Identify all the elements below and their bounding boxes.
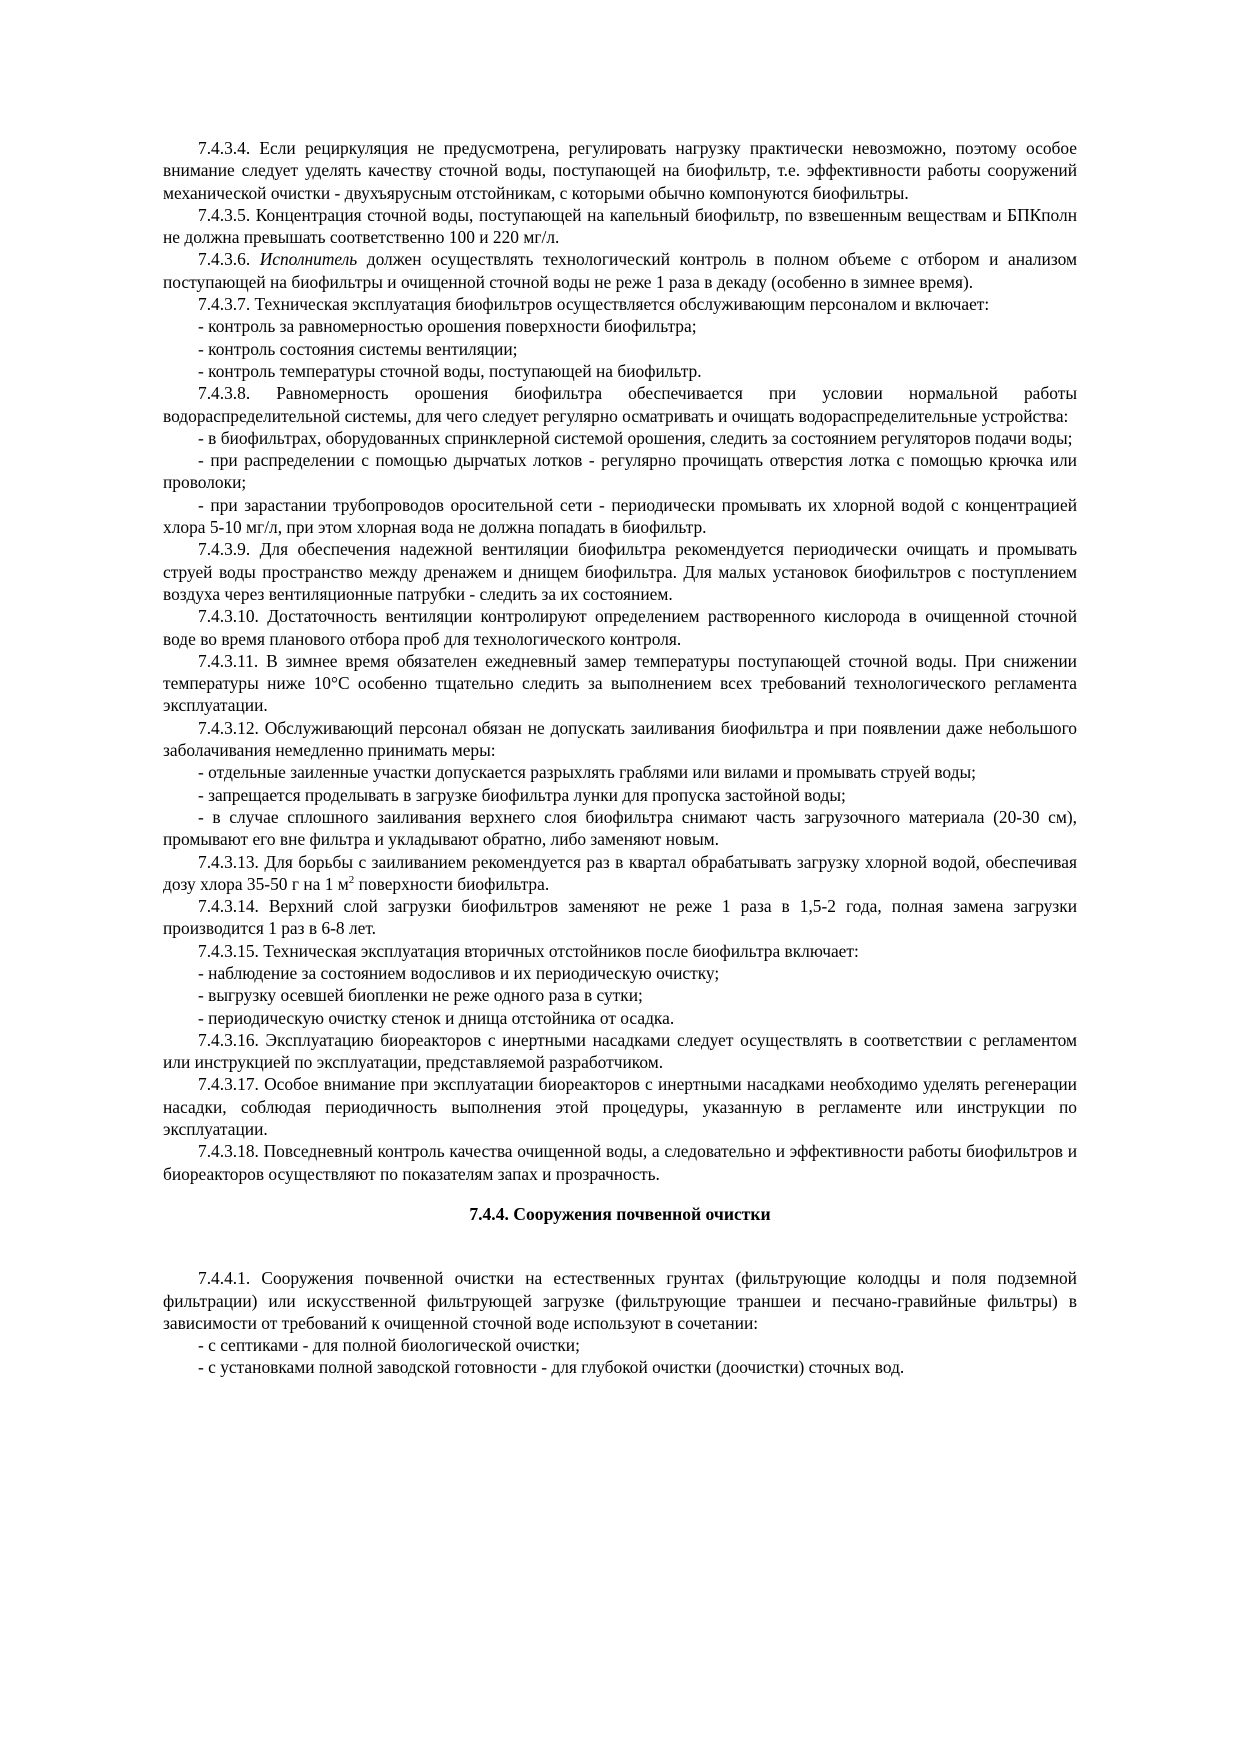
- paragraph-text: 7.4.3.4. Если рециркуляция не предусмотрена, регулировать нагрузку практически невозможно, поэтому особое внимание следует уделять качеству сточной воды, поступающей на биофильтр, т.е. эффективности работы сооружений механической очистки - двухъярусным отстойникам, с которыми обычно компонуются биофильтры.: [163, 138, 1077, 203]
- paragraph: [163, 538, 1077, 605]
- paragraph: [163, 382, 1077, 427]
- paragraph: [163, 494, 1077, 539]
- paragraph-text: - в биофильтрах, оборудованных спринклерной системой орошения, следить за состоянием регуляторов подачи воды;: [198, 427, 1073, 448]
- paragraph-text: 7.4.3.13. Для борьбы с заиливанием рекомендуется раз в квартал обрабатывать загрузку хлорной водой, обеспечивая дозу хлора 35-50 г на 1 м: [163, 851, 1077, 894]
- paragraph: [163, 1140, 1077, 1185]
- paragraph: [163, 1073, 1077, 1140]
- paragraph: [163, 784, 1077, 806]
- paragraph-text: - отдельные заиленные участки допускается разрыхлять граблями или вилами и промывать струей воды;: [198, 762, 976, 783]
- paragraph: [163, 940, 1077, 962]
- paragraph-text: - с септиками - для полной биологической очистки;: [198, 1335, 580, 1356]
- document-body: [163, 137, 1077, 1379]
- paragraph: [163, 338, 1077, 360]
- paragraph-text: поверхности биофильтра.: [354, 873, 550, 894]
- paragraph-text: 2: [348, 874, 355, 886]
- paragraph: [163, 717, 1077, 762]
- paragraph-text: - контроль за равномерностью орошения поверхности биофильтра;: [198, 316, 697, 337]
- paragraph-text: 7.4.3.17. Особое внимание при эксплуатации биореакторов с инертными насадками необходимо уделять регенерации насадки, соблюдая периодичность выполнения этой процедуры, указанную в регламенте или инструкции по эксплуатации.: [163, 1074, 1077, 1140]
- paragraph: [163, 650, 1077, 717]
- paragraph: [163, 1267, 1077, 1334]
- paragraph: [163, 1029, 1077, 1074]
- paragraph-text: - наблюдение за состоянием водосливов и их периодическую очистку;: [198, 962, 720, 983]
- paragraph-text: - выгрузку осевшей биопленки не реже одного раза в сутки;: [198, 985, 643, 1006]
- paragraph: [163, 806, 1077, 851]
- paragraph: [163, 1334, 1077, 1356]
- paragraph-text: 7.4.3.8. Равномерность орошения биофильтра обеспечивается при условии нормальной работы водораспределительной системы, для чего следует регулярно осматривать и очищать водораспределительные устройства:: [163, 383, 1077, 426]
- paragraph-text: 7.4.3.9. Для обеспечения надежной вентиляции биофильтра рекомендуется периодически очищать и промывать струей воды пространство между дренажем и днищем биофильтра. Для малых установок биофильтров с поступлением воздуха через вентиляционные патрубки - следить за их состоянием.: [163, 539, 1077, 604]
- paragraph-text: 7.4.3.7. Техническая эксплуатация биофильтров осуществляется обслуживающим персоналом и включает:: [198, 294, 990, 315]
- paragraph: [163, 204, 1077, 249]
- paragraph-text: 7.4.3.14. Верхний слой загрузки биофильтров заменяют не реже 1 раза в 1,5-2 года, полная замена загрузки производится 1 раз в 6-8 лет.: [163, 896, 1077, 939]
- paragraph-text: - при зарастании трубопроводов оросительной сети - периодически промывать их хлорной водой с концентрацией хлора 5-10 мг/л, при этом хлорная вода не должна попадать в биофильтр.: [163, 494, 1077, 538]
- paragraph-text: 7.4.3.5. Концентрация сточной воды, поступающей на капельный биофильтр, по взвешенным веществам и БПКполн не должна превышать соответственно 100 и 220 мг/л.: [163, 204, 1077, 248]
- paragraph-text: 7.4.3.15. Техническая эксплуатация вторичных отстойников после биофильтра включает:: [198, 940, 859, 961]
- paragraph: [163, 1356, 1077, 1378]
- paragraph: [163, 962, 1077, 984]
- paragraph-text: 7.4.3.6.: [198, 249, 260, 270]
- paragraph-text: 7.4.3.10. Достаточность вентиляции контролируют определением растворенного кислорода в очищенной сточной воде во время планового отбора проб для технологического контроля.: [163, 606, 1077, 649]
- paragraph-text: 7.4.3.11. В зимнее время обязателен ежедневный замер температуры поступающей сточной воды. При снижении температуры ниже 10°С особенно тщательно следить за выполнением всех требований технологического регламента эксплуатации.: [163, 650, 1077, 716]
- paragraph: [163, 851, 1077, 896]
- paragraph-text: 7.4.3.12. Обслуживающий персонал обязан не допускать заиливания биофильтра и при появлении даже небольшого заболачивания немедленно принимать меры:: [163, 717, 1077, 761]
- section-heading: [163, 1203, 1077, 1225]
- paragraph-text: - с установками полной заводской готовности - для глубокой очистки (доочистки) сточных вод.: [198, 1357, 905, 1378]
- section-heading-text: 7.4.4. Сооружения почвенной очистки: [469, 1203, 771, 1224]
- paragraph-text: 7.4.3.16. Эксплуатацию биореакторов с инертными насадками следует осуществлять в соответствии с регламентом или инструкцией по эксплуатации, представляемой разработчиком.: [163, 1029, 1077, 1073]
- paragraph: [163, 761, 1077, 783]
- paragraph: [163, 360, 1077, 382]
- paragraph-text: - периодическую очистку стенок и днища отстойника от осадка.: [198, 1007, 675, 1028]
- paragraph: [163, 605, 1077, 650]
- paragraph: [163, 315, 1077, 337]
- paragraph-text: - контроль температуры сточной воды, поступающей на биофильтр.: [198, 360, 702, 381]
- paragraph-text: должен осуществлять технологический контроль в полном объеме с отбором и анализом поступающей на биофильтры и очищенной сточной воды не реже 1 раза в декаду (особенно в зимнее время).: [163, 249, 1077, 292]
- paragraph-text: - контроль состояния системы вентиляции;: [198, 338, 518, 359]
- paragraph: [163, 248, 1077, 293]
- paragraph-text: Исполнитель: [259, 249, 358, 270]
- paragraph: [163, 449, 1077, 494]
- paragraph-text: 7.4.3.18. Повседневный контроль качества очищенной воды, а следовательно и эффективности работы биофильтров и биореакторов осуществляют по показателям запах и прозрачность.: [163, 1141, 1077, 1184]
- paragraph: [163, 137, 1077, 204]
- paragraph-text: - запрещается проделывать в загрузке биофильтра лунки для пропуска застойной воды;: [198, 784, 846, 805]
- paragraph: [163, 895, 1077, 940]
- paragraph: [163, 293, 1077, 315]
- paragraph-text: - при распределении с помощью дырчатых лотков - регулярно прочищать отверстия лотка с помощью крючка или проволоки;: [163, 450, 1077, 493]
- paragraph: [163, 427, 1077, 449]
- paragraph: [163, 1007, 1077, 1029]
- paragraph-text: 7.4.4.1. Сооружения почвенной очистки на естественных грунтах (фильтрующие колодцы и поля подземной фильтрации) или искусственной фильтрующей загрузке (фильтрующие траншеи и песчано-гравийные фильтры) в зависимости от требований к очищенной сточной воде используют в сочетании:: [163, 1268, 1077, 1333]
- paragraph: [163, 984, 1077, 1006]
- paragraph-text: - в случае сплошного заиливания верхнего слоя биофильтра снимают часть загрузочного материала (20-30 см), промывают его вне фильтра и укладывают обратно, либо заменяют новым.: [163, 806, 1077, 850]
